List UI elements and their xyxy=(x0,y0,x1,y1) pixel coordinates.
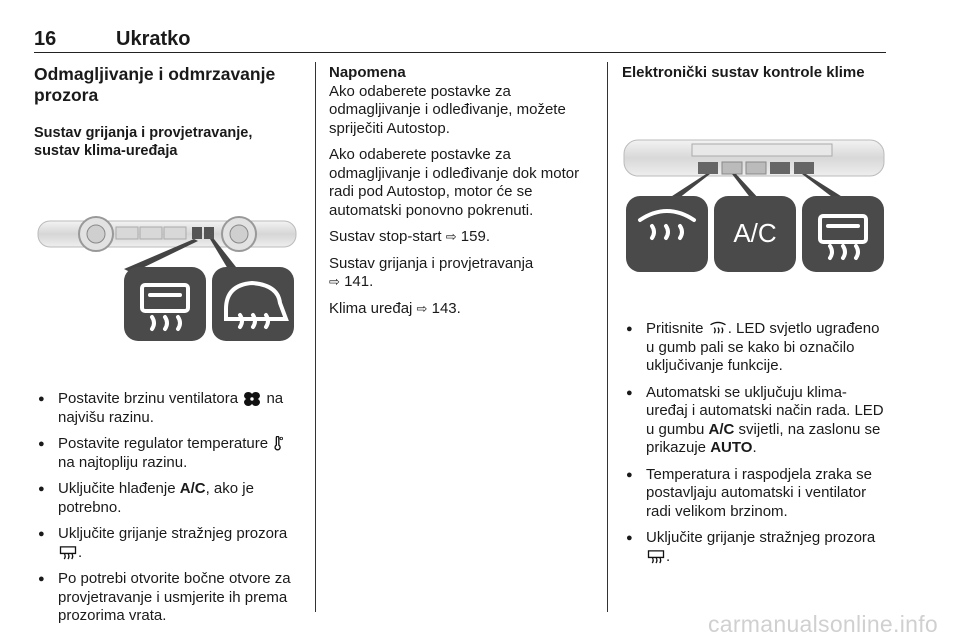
note-paragraph: Ako odaberete postavke za odmagljivanje i odleđivanje, možete spriječiti Autostop. xyxy=(329,82,566,137)
list-item: ● Postavite brzinu ventilatora na najvišu razinu. xyxy=(34,390,302,427)
reference-link: Sustav grijanja i provjetravanja ⇨ 141. xyxy=(329,254,534,290)
note-reference: Sustav stop-start ⇨ 159. xyxy=(329,228,490,245)
note-paragraph: Ako odaberete postavke za odmagljivanje i odleđivanje dok motor radi pod Autostop, motor će se automatski ponovno pokrenuti. xyxy=(329,146,580,219)
note-title: Napomena xyxy=(329,64,406,81)
column-2 xyxy=(329,64,593,318)
subsection-heading: Sustav grijanja i provjetravanje, sustav klima-uređaja xyxy=(34,125,253,159)
ac-button-label: A/C xyxy=(733,218,777,248)
reference-link: Klima uređaj ⇨ 143. xyxy=(329,299,461,317)
list-item: ● Uključite grijanje stražnjeg prozora . xyxy=(34,525,302,562)
instruction-list xyxy=(34,390,302,626)
list-item: ● Po potrebi otvorite bočne otvore za provjetravanje i usmjerite ih prema prozorima vrata. xyxy=(34,570,302,626)
arrow-icon: ⇨ xyxy=(445,229,457,244)
column-3 xyxy=(622,64,888,82)
arrow-icon: ⇨ xyxy=(329,274,340,289)
rear-defrost-icon xyxy=(646,549,666,564)
thermometer-icon xyxy=(272,436,284,451)
watermark: carmanualsonline.info xyxy=(707,611,938,637)
page-header xyxy=(34,26,886,53)
page-number: 16 xyxy=(34,28,57,50)
column-1-list xyxy=(34,390,302,634)
figure-electronic-climate-panel xyxy=(622,132,888,277)
fan-icon xyxy=(242,391,262,406)
list-item: ● Automatski se uključuju klima-uređaj i automatski način rada. LED u gumbu A/C svijetli, na zaslonu se prikazuje AUTO. xyxy=(622,384,888,458)
section-heading: Odmagljivanje i odmrzavanje prozora xyxy=(34,64,276,105)
list-item: ● Pritisnite . LED svjetlo ugrađeno u gumb pali se kako bi označilo uključivanje funkcije. xyxy=(622,320,888,376)
arrow-icon: ⇨ xyxy=(416,300,428,316)
column-divider xyxy=(315,62,316,612)
column-1 xyxy=(34,64,302,160)
instruction-list xyxy=(622,320,888,566)
figure-manual-climate-panel xyxy=(34,205,302,345)
list-item: ● Postavite regulator temperature na najtopliju razinu. xyxy=(34,435,302,472)
section-heading: Elektronički sustav kontrole klime xyxy=(622,64,865,81)
list-item: ● Uključite grijanje stražnjeg prozora . xyxy=(622,529,888,566)
list-item: ● Temperatura i raspodjela zraka se postavljaju automatski i ventilator radi velikom brzinom. xyxy=(622,466,888,522)
windshield-defrost-icon xyxy=(708,321,728,336)
column-divider xyxy=(607,62,608,612)
rear-defrost-icon xyxy=(58,545,78,560)
list-item: ● Uključite hlađenje A/C, ako je potrebno. xyxy=(34,480,302,517)
column-3-list xyxy=(622,320,888,574)
section-title: Ukratko xyxy=(116,28,191,50)
